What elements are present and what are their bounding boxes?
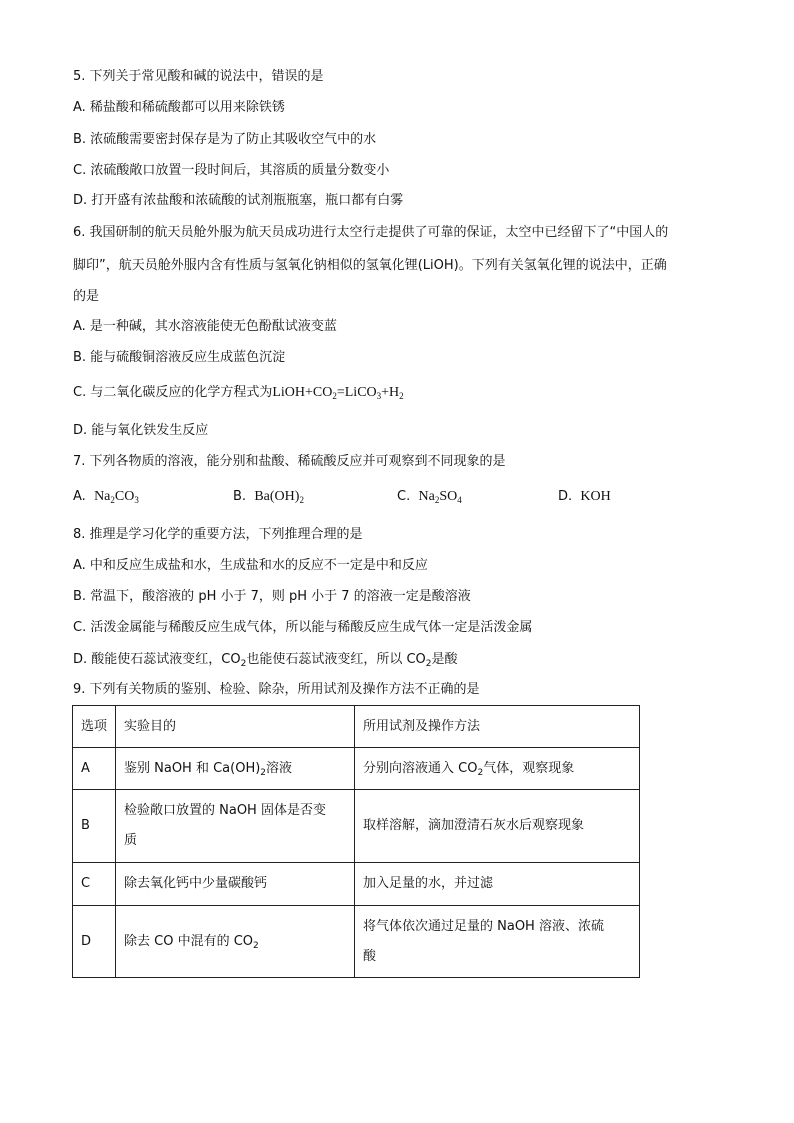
q6-option-d: D. 能与氧化铁发生反应 xyxy=(73,423,209,438)
q7-option-c: C. $Na_2SO_4$ xyxy=(397,489,462,505)
table-cell-purpose: 鉴别 NaOH 和 $Ca(OH)_2$溶液 xyxy=(116,748,355,790)
table-cell-option: C xyxy=(73,863,116,906)
table-cell-method: 取样溶解，滴加澄清石灰水后观察现象 xyxy=(355,790,640,863)
q5-option-a: A. 稀盐酸和稀硫酸都可以用来除铁锈 xyxy=(73,100,285,115)
q5-option-d: D. 打开盛有浓盐酸和浓硫酸的试剂瓶瓶塞，瓶口都有白雾 xyxy=(73,193,404,208)
q6-option-a: A. 是一种碱，其水溶液能使无色酚酞试液变蓝 xyxy=(73,319,337,334)
table-row xyxy=(73,748,640,790)
table-cell-purpose: 除去 CO 中混有的 $CO_2$ xyxy=(116,906,355,978)
q5-option-b: B. 浓硫酸需要密封保存是为了防止其吸收空气中的水 xyxy=(73,132,377,147)
table-cell-method: 分别向溶液通入 $CO_2$气体，观察现象 xyxy=(355,748,640,790)
q6-option-c-text: C. 与二氧化碳反应的化学方程式为 xyxy=(73,385,273,400)
q6-option-c-equation: $LiOH+CO_2=LiCO_3+H_2$ xyxy=(272,385,404,401)
table-cell-method: 将气体依次通过足量的 NaOH 溶液、浓硫 酸 xyxy=(355,906,640,978)
table-cell-option: A xyxy=(73,748,116,790)
q6-option-c xyxy=(73,384,404,402)
q6-stem-line3: 的是 xyxy=(73,289,100,304)
q8-option-a: A. 中和反应生成盐和水，生成盐和水的反应不一定是中和反应 xyxy=(73,558,428,573)
table-row xyxy=(73,790,640,863)
q8-stem: 8. 推理是学习化学的重要方法，下列推理合理的是 xyxy=(73,527,363,542)
q7-option-b: B. $Ba(OH)_2$ xyxy=(233,489,304,505)
table-cell-option: B xyxy=(73,790,116,863)
q6-stem-line2: 脚印”，航天员舱外服内含有性质与氢氧化钠相似的氢氧化锂(LiOH)。下列有关氢氧化锂的说法中，正确 xyxy=(73,258,667,273)
q8-option-d: D. 酸能使石蕊试液变红，$CO_2$也能使石蕊试液变红，所以 $CO_2$是酸 xyxy=(73,652,458,669)
table-cell-purpose: 检验敞口放置的 NaOH 固体是否变 质 xyxy=(116,790,355,863)
q7-options xyxy=(73,488,633,508)
q5-option-c: C. 浓硫酸敞口放置一段时间后，其溶质的质量分数变小 xyxy=(73,163,390,178)
q6-option-b: B. 能与硫酸铜溶液反应生成蓝色沉淀 xyxy=(73,350,286,365)
table-header-row xyxy=(73,706,640,748)
table-cell-method: 加入足量的水，并过滤 xyxy=(355,863,640,906)
q6-stem-line1: 6. 我国研制的航天员舱外服为航天员成功进行太空行走提供了可靠的保证，太空中已经留下了“中国人的 xyxy=(73,225,669,240)
q9-stem: 9. 下列有关物质的鉴别、检验、除杂，所用试剂及操作方法不正确的是 xyxy=(73,682,480,697)
q7-option-a: A. $Na_2CO_3$ xyxy=(73,489,139,505)
q5-stem: 5. 下列关于常见酸和碱的说法中，错误的是 xyxy=(73,69,324,84)
table-cell-purpose: 除去氧化钙中少量碳酸钙 xyxy=(116,863,355,906)
table-row xyxy=(73,863,640,906)
q9-table xyxy=(72,705,640,978)
q7-option-d: D. KOH xyxy=(558,489,611,504)
q8-option-b: B. 常温下，酸溶液的 pH 小于 7，则 pH 小于 7 的溶液一定是酸溶液 xyxy=(73,589,471,604)
table-header-method: 所用试剂及操作方法 xyxy=(355,706,640,748)
table-cell-option: D xyxy=(73,906,116,978)
table-row xyxy=(73,906,640,978)
q7-stem: 7. 下列各物质的溶液，能分别和盐酸、稀硫酸反应并可观察到不同现象的是 xyxy=(73,454,506,469)
table-header-purpose: 实验目的 xyxy=(116,706,355,748)
table-header-option: 选项 xyxy=(73,706,116,748)
q8-option-c: C. 活泼金属能与稀酸反应生成气体，所以能与稀酸反应生成气体一定是活泼金属 xyxy=(73,620,533,635)
